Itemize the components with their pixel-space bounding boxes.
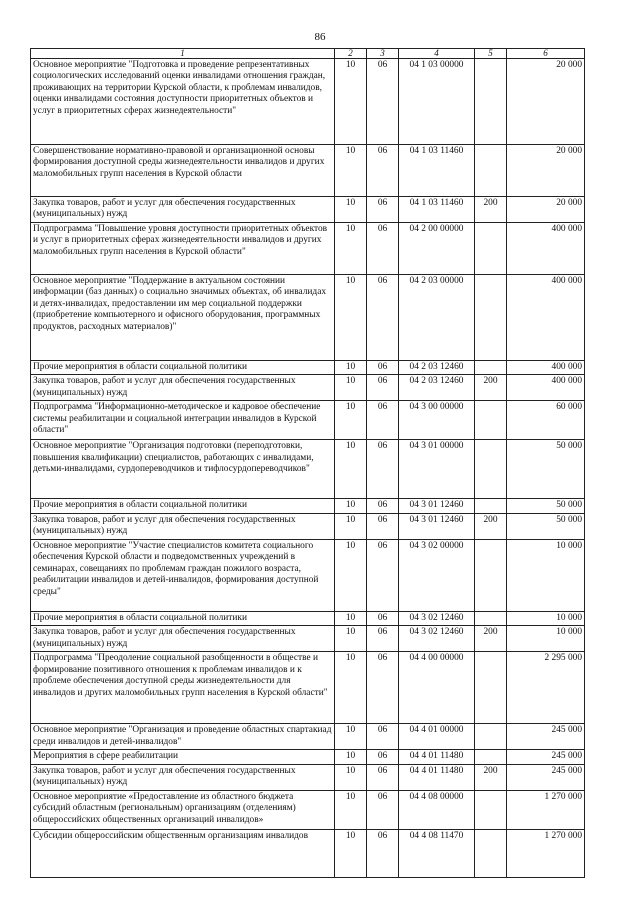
row-amount-cell: 10 000 bbox=[507, 626, 585, 652]
table-row bbox=[31, 829, 585, 877]
row-section-cell: 10 bbox=[335, 440, 367, 499]
table-row bbox=[31, 375, 585, 401]
header-col-6: 6 bbox=[507, 49, 585, 59]
row-amount-cell: 50 000 bbox=[507, 513, 585, 539]
row-expense-type-cell bbox=[475, 829, 507, 877]
row-name-cell: Субсидии общероссийским общественным организациям инвалидов bbox=[31, 829, 335, 877]
row-section-cell: 10 bbox=[335, 275, 367, 361]
table-row bbox=[31, 440, 585, 499]
row-subsection-cell: 06 bbox=[367, 401, 399, 440]
row-name-cell: Основное мероприятие "Организация и проведение областных спартакиад среди инвалидов и детей-инвалидов" bbox=[31, 724, 335, 750]
row-section-cell: 10 bbox=[335, 539, 367, 611]
header-col-5: 5 bbox=[475, 49, 507, 59]
row-name-cell: Подпрограмма "Информационно-методическое и кадровое обеспечение системы реабилитации и социальной интеграции инвалидов в Курской области" bbox=[31, 401, 335, 440]
table-row bbox=[31, 750, 585, 764]
row-section-cell: 10 bbox=[335, 223, 367, 275]
row-target-article-cell: 04 2 03 12460 bbox=[399, 375, 475, 401]
row-name-cell: Закупка товаров, работ и услуг для обеспечения государственных (муниципальных) нужд bbox=[31, 513, 335, 539]
row-target-article-cell: 04 4 08 00000 bbox=[399, 790, 475, 829]
row-name-cell: Подпрограмма "Преодоление социальной разобщенности в обществе и формирование позитивного отношения к проблемам инвалидов и к проблеме обеспечения доступной среды жизнедеятельности для инвалидов и других маломобильных групп населения в Курской области" bbox=[31, 652, 335, 724]
row-section-cell: 10 bbox=[335, 401, 367, 440]
row-amount-cell: 50 000 bbox=[507, 499, 585, 513]
table-row bbox=[31, 275, 585, 361]
row-amount-cell: 1 270 000 bbox=[507, 829, 585, 877]
table-row bbox=[31, 652, 585, 724]
row-amount-cell: 245 000 bbox=[507, 764, 585, 790]
row-expense-type-cell bbox=[475, 499, 507, 513]
row-expense-type-cell bbox=[475, 539, 507, 611]
row-subsection-cell: 06 bbox=[367, 611, 399, 625]
row-expense-type-cell bbox=[475, 652, 507, 724]
row-target-article-cell: 04 3 00 00000 bbox=[399, 401, 475, 440]
table-row bbox=[31, 513, 585, 539]
row-section-cell: 10 bbox=[335, 750, 367, 764]
row-section-cell: 10 bbox=[335, 59, 367, 145]
row-name-cell: Основное мероприятие "Подготовка и проведение репрезентативных социологических исследований оценки инвалидами отношения граждан, проживающих на территории Курской области, к проблемам инвалидов, оценки инвалидами состояния доступности приоритетных объектов и услуг в приоритетных сферах жизнедеятельности" bbox=[31, 59, 335, 145]
row-section-cell: 10 bbox=[335, 829, 367, 877]
row-expense-type-cell: 200 bbox=[475, 375, 507, 401]
row-section-cell: 10 bbox=[335, 145, 367, 197]
row-target-article-cell: 04 4 00 00000 bbox=[399, 652, 475, 724]
row-target-article-cell: 04 3 01 12460 bbox=[399, 499, 475, 513]
row-expense-type-cell bbox=[475, 750, 507, 764]
row-target-article-cell: 04 4 08 11470 bbox=[399, 829, 475, 877]
row-subsection-cell: 06 bbox=[367, 361, 399, 375]
row-subsection-cell: 06 bbox=[367, 499, 399, 513]
row-section-cell: 10 bbox=[335, 764, 367, 790]
row-expense-type-cell: 200 bbox=[475, 764, 507, 790]
row-expense-type-cell bbox=[475, 611, 507, 625]
row-target-article-cell: 04 2 00 00000 bbox=[399, 223, 475, 275]
row-expense-type-cell: 200 bbox=[475, 626, 507, 652]
row-amount-cell: 400 000 bbox=[507, 375, 585, 401]
row-name-cell: Прочие мероприятия в области социальной политики bbox=[31, 361, 335, 375]
row-name-cell: Прочие мероприятия в области социальной политики bbox=[31, 499, 335, 513]
row-target-article-cell: 04 4 01 00000 bbox=[399, 724, 475, 750]
row-amount-cell: 400 000 bbox=[507, 223, 585, 275]
table-row bbox=[31, 724, 585, 750]
row-subsection-cell: 06 bbox=[367, 145, 399, 197]
row-amount-cell: 400 000 bbox=[507, 275, 585, 361]
row-expense-type-cell bbox=[475, 440, 507, 499]
row-expense-type-cell bbox=[475, 223, 507, 275]
table-row bbox=[31, 145, 585, 197]
row-name-cell: Закупка товаров, работ и услуг для обеспечения государственных (муниципальных) нужд bbox=[31, 764, 335, 790]
table-row bbox=[31, 361, 585, 375]
row-target-article-cell: 04 1 03 11460 bbox=[399, 197, 475, 223]
row-amount-cell: 20 000 bbox=[507, 59, 585, 145]
row-name-cell: Закупка товаров, работ и услуг для обеспечения государственных (муниципальных) нужд bbox=[31, 626, 335, 652]
row-subsection-cell: 06 bbox=[367, 790, 399, 829]
row-name-cell: Основное мероприятие «Предоставление из областного бюджета субсидий областным (региональным) организациям (отделениям) общероссийских общественных организаций инвалидов» bbox=[31, 790, 335, 829]
row-name-cell: Закупка товаров, работ и услуг для обеспечения государственных (муниципальных) нужд bbox=[31, 375, 335, 401]
table-row bbox=[31, 790, 585, 829]
row-expense-type-cell bbox=[475, 59, 507, 145]
row-expense-type-cell: 200 bbox=[475, 513, 507, 539]
table-row bbox=[31, 539, 585, 611]
row-target-article-cell: 04 2 03 12460 bbox=[399, 361, 475, 375]
row-subsection-cell: 06 bbox=[367, 764, 399, 790]
row-name-cell: Прочие мероприятия в области социальной политики bbox=[31, 611, 335, 625]
row-section-cell: 10 bbox=[335, 361, 367, 375]
row-section-cell: 10 bbox=[335, 652, 367, 724]
row-target-article-cell: 04 3 01 00000 bbox=[399, 440, 475, 499]
row-subsection-cell: 06 bbox=[367, 59, 399, 145]
row-amount-cell: 10 000 bbox=[507, 539, 585, 611]
row-expense-type-cell: 200 bbox=[475, 197, 507, 223]
row-expense-type-cell bbox=[475, 724, 507, 750]
row-amount-cell: 10 000 bbox=[507, 611, 585, 625]
row-subsection-cell: 06 bbox=[367, 197, 399, 223]
row-section-cell: 10 bbox=[335, 513, 367, 539]
header-col-1: 1 bbox=[31, 49, 335, 59]
row-section-cell: 10 bbox=[335, 611, 367, 625]
row-subsection-cell: 06 bbox=[367, 539, 399, 611]
row-section-cell: 10 bbox=[335, 197, 367, 223]
row-section-cell: 10 bbox=[335, 375, 367, 401]
row-name-cell: Основное мероприятие "Участие специалистов комитета социального обеспечения Курской области и подведомственных учреждений в семинарах, совещаниях по проблемам граждан пожилого возраста, реабилитации инвалидов и детей-инвалидов, формирования доступной среды" bbox=[31, 539, 335, 611]
row-amount-cell: 50 000 bbox=[507, 440, 585, 499]
row-expense-type-cell bbox=[475, 790, 507, 829]
row-target-article-cell: 04 3 02 00000 bbox=[399, 539, 475, 611]
row-subsection-cell: 06 bbox=[367, 375, 399, 401]
row-target-article-cell: 04 4 01 11480 bbox=[399, 750, 475, 764]
header-col-2: 2 bbox=[335, 49, 367, 59]
row-section-cell: 10 bbox=[335, 499, 367, 513]
header-col-4: 4 bbox=[399, 49, 475, 59]
row-name-cell: Мероприятия в сфере реабилитации bbox=[31, 750, 335, 764]
table-row bbox=[31, 401, 585, 440]
row-subsection-cell: 06 bbox=[367, 750, 399, 764]
row-subsection-cell: 06 bbox=[367, 829, 399, 877]
row-expense-type-cell bbox=[475, 401, 507, 440]
row-amount-cell: 20 000 bbox=[507, 197, 585, 223]
row-target-article-cell: 04 2 03 00000 bbox=[399, 275, 475, 361]
row-subsection-cell: 06 bbox=[367, 440, 399, 499]
row-name-cell: Подпрограмма "Повышение уровня доступности приоритетных объектов и услуг в приоритетных сферах жизнедеятельности инвалидов и других маломобильных групп населения в Курской области" bbox=[31, 223, 335, 275]
table-row bbox=[31, 626, 585, 652]
row-target-article-cell: 04 4 01 11480 bbox=[399, 764, 475, 790]
row-expense-type-cell bbox=[475, 275, 507, 361]
row-name-cell: Совершенствование нормативно-правовой и организационной основы формирования доступной среды жизнедеятельности инвалидов и других маломобильных групп населения в Курской области bbox=[31, 145, 335, 197]
row-expense-type-cell bbox=[475, 361, 507, 375]
row-subsection-cell: 06 bbox=[367, 275, 399, 361]
table-row bbox=[31, 499, 585, 513]
row-subsection-cell: 06 bbox=[367, 223, 399, 275]
row-subsection-cell: 06 bbox=[367, 513, 399, 539]
row-name-cell: Основное мероприятие "Поддержание в актуальном состоянии информации (баз данных) о социально значимых объектах, об инвалидах и детях-инвалидах, предоставлении им мер социальной поддержки (приобретение компьютерного и офисного оборудования, программных продуктов, расходных материалов)" bbox=[31, 275, 335, 361]
row-target-article-cell: 04 3 02 12460 bbox=[399, 626, 475, 652]
row-section-cell: 10 bbox=[335, 790, 367, 829]
row-amount-cell: 245 000 bbox=[507, 724, 585, 750]
row-target-article-cell: 04 1 03 11460 bbox=[399, 145, 475, 197]
budget-table bbox=[30, 48, 585, 878]
row-amount-cell: 20 000 bbox=[507, 145, 585, 197]
page-number: 86 bbox=[314, 31, 326, 43]
table-row bbox=[31, 59, 585, 145]
row-name-cell: Закупка товаров, работ и услуг для обеспечения государственных (муниципальных) нужд bbox=[31, 197, 335, 223]
table-row bbox=[31, 197, 585, 223]
row-section-cell: 10 bbox=[335, 626, 367, 652]
row-amount-cell: 1 270 000 bbox=[507, 790, 585, 829]
row-subsection-cell: 06 bbox=[367, 652, 399, 724]
table-row bbox=[31, 223, 585, 275]
row-target-article-cell: 04 3 01 12460 bbox=[399, 513, 475, 539]
header-col-3: 3 bbox=[367, 49, 399, 59]
row-amount-cell: 400 000 bbox=[507, 361, 585, 375]
row-target-article-cell: 04 3 02 12460 bbox=[399, 611, 475, 625]
table-row bbox=[31, 611, 585, 625]
row-section-cell: 10 bbox=[335, 724, 367, 750]
row-amount-cell: 245 000 bbox=[507, 750, 585, 764]
row-subsection-cell: 06 bbox=[367, 724, 399, 750]
table-row bbox=[31, 764, 585, 790]
row-amount-cell: 60 000 bbox=[507, 401, 585, 440]
row-target-article-cell: 04 1 03 00000 bbox=[399, 59, 475, 145]
row-amount-cell: 2 295 000 bbox=[507, 652, 585, 724]
row-name-cell: Основное мероприятие "Организация подготовки (переподготовки, повышения квалификации) специалистов, работающих с инвалидами, детьми-инвалидами, сурдопереводчиков и тифлосурдопереводчиков" bbox=[31, 440, 335, 499]
table-header-row bbox=[31, 49, 585, 59]
row-subsection-cell: 06 bbox=[367, 626, 399, 652]
row-expense-type-cell bbox=[475, 145, 507, 197]
